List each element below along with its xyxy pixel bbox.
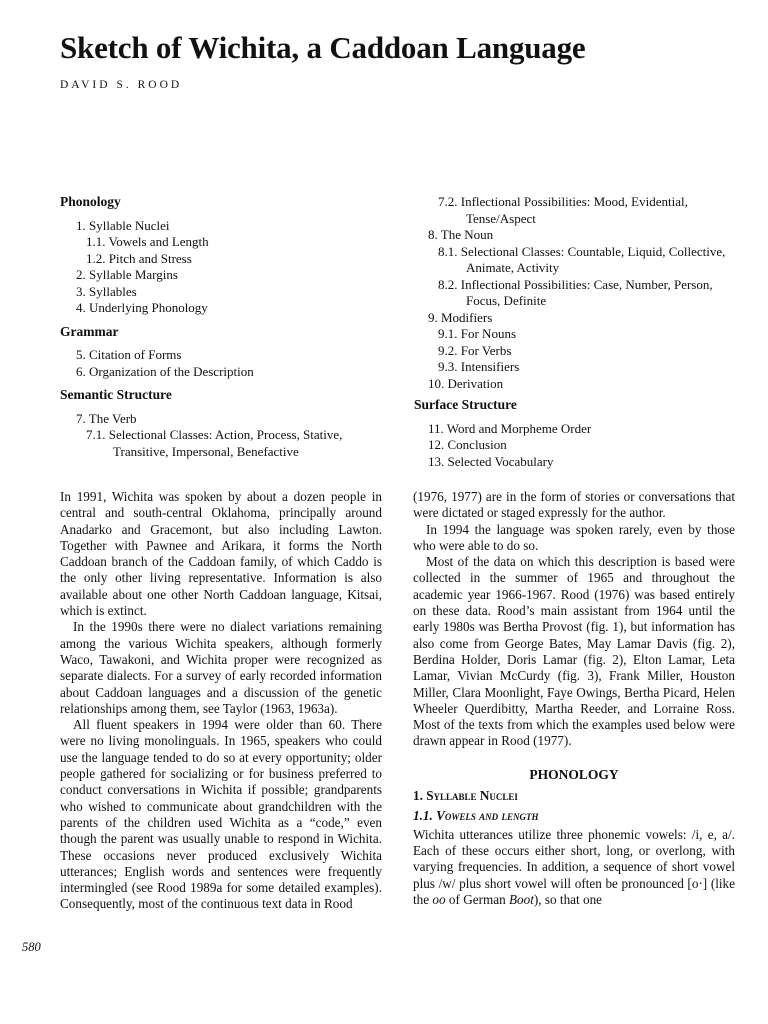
- paragraph: In 1994 the language was spoken rarely, even by those who were able to do so.: [413, 521, 735, 553]
- paragraph: [413, 827, 735, 908]
- subsubsection-heading: [413, 808, 735, 824]
- toc-item: 7. The Verb: [76, 410, 137, 426]
- subsection-number: 1.: [413, 788, 423, 804]
- toc-item: 2. Syllable Margins: [76, 267, 178, 282]
- section-heading-phonology: PHONOLOGY: [529, 766, 619, 782]
- author-name: DAVID S. ROOD: [60, 79, 183, 91]
- body-left-column: [60, 489, 382, 913]
- toc-item: 9.1. For Nouns: [438, 326, 517, 341]
- toc-item: 7.1. Selectional Classes: Action, Process, Stative, Transitive, Impersonal, Benefactive: [86, 427, 343, 459]
- toc-heading-semantic: Semantic Structure: [60, 387, 172, 402]
- toc-item: 4. Underlying Phonology: [76, 300, 208, 315]
- text-run: ), so that one: [533, 891, 603, 907]
- toc-item: 1.2. Pitch and Stress: [86, 250, 192, 266]
- toc-item: 1.1. Vowels and Length: [86, 234, 209, 249]
- toc-phonology: [60, 194, 390, 317]
- toc-semantic: [60, 387, 390, 460]
- article-title: Sketch of Wichita, a Caddoan Language: [60, 30, 586, 65]
- toc-item: 3. Syllables: [76, 283, 137, 299]
- toc-right-column: [414, 194, 744, 477]
- paragraph: Most of the data on which this description is based were collected in the summer of 1965 and throughout the academic year 1966-1967. Rood (1976) was based entirely on these data. Rood’s main assistant from 1964 until the early 1980s was Bertha Provost (fig. 1), but information has also come from George Bates, May Lamar Davis (fig. 2), Berdina Holder, Doris Lamar (fig. 2), Elton Lamar, Leta Lamar, Vivian McCurdy (fig. 3), Frank Miller, Houston Miller, Clara Moonlight, Faye Owings, Bertha Picard, Helen Wheeler Querdibitty, Martha Reeder, and Lorraine Ross. Most of the texts from which the examples used below were drawn appear in Rood (1977).: [413, 554, 735, 749]
- toc-item: 1. Syllable Nuclei: [76, 217, 170, 233]
- subsubsection-number: 1.1.: [413, 808, 433, 824]
- toc-item: 12. Conclusion: [428, 437, 507, 452]
- subsubsection-title: Vowels and length: [436, 808, 539, 824]
- toc-heading-grammar: Grammar: [60, 323, 119, 339]
- subsection-title: Syllable Nuclei: [426, 788, 518, 804]
- toc-heading-surface: Surface Structure: [414, 397, 517, 412]
- paragraph: (1976, 1977) are in the form of stories or conversations that were dictated or staged expressly for the author.: [413, 489, 735, 521]
- page-number: 580: [22, 940, 41, 954]
- paragraph: In 1991, Wichita was spoken by about a dozen people in central and south-central Oklahoma, principally around Anadarko and Gracemont, but also including Lawton. Together with Pawnee and Arikara, it forms the North Caddoan branch of the Caddoan family, of which Caddo is the only other living representative. Information is also available about one other North Caddoan language, Kitsai, which is extinct.: [60, 489, 382, 619]
- toc-item: 8.2. Inflectional Possibilities: Case, Number, Person, Focus, Definite: [438, 276, 713, 308]
- toc-item: 6. Organization of the Description: [76, 363, 254, 379]
- text-run: of German: [445, 891, 509, 907]
- paragraph: In the 1990s there were no dialect variations remaining among the various Wichita speakers, although formerly Waco, Tawakoni, and Wichita proper were recognized as separate dialects. For a survey of early recorded information about Caddoan languages and a discussion of the genetic relationships among them, see Taylor (1963, 1963a).: [60, 619, 382, 716]
- text-run: Wichita utterances utilize three phonemic vowels: /i, e, a/. Each of these occurs either short, long, or overlong, with varying frequencies. In addition, a sequence of short vowel plus /w/ plus short vowel will often be pronounced [o·] (like the: [413, 826, 735, 907]
- italic-run: oo: [432, 891, 446, 907]
- subsection-heading: [413, 788, 735, 804]
- toc-item: 7.2. Inflectional Possibilities: Mood, Evidential, Tense/Aspect: [438, 194, 688, 226]
- paragraph: All fluent speakers in 1994 were older than 60. There were no living monolinguals. In 1965, speakers who could use the language tended to do so at every opportunity; older people gathered for socializing or for business preferred to conduct conversations in Wichita if possible; grandparents who wished to communicate about grandchildren with the parents of the children used Wichita as a “code,” even though the parent was usually unable to respond in Wichita. These occasions never produced exclusively Wichita utterances; English words and sentences were frequently intermingled (see Rood 1989a for some detailed examples). Consequently, most of the continuous text data in Rood: [60, 717, 382, 912]
- toc-item: 13. Selected Vocabulary: [428, 453, 554, 469]
- toc-item: 5. Citation of Forms: [76, 347, 182, 362]
- toc-item: 9.3. Intensifiers: [438, 359, 520, 374]
- toc-item: 11. Word and Morpheme Order: [428, 420, 592, 436]
- toc-item: 8. The Noun: [428, 227, 494, 242]
- toc-item: 10. Derivation: [428, 375, 504, 391]
- toc-item: 9. Modifiers: [428, 309, 493, 325]
- toc-item: 9.2. For Verbs: [438, 342, 512, 358]
- toc-left-column: [60, 194, 390, 467]
- toc-item: 8.1. Selectional Classes: Countable, Liquid, Collective, Animate, Activity: [438, 243, 726, 275]
- toc-surface: [414, 397, 744, 470]
- italic-run: Boot: [508, 891, 534, 907]
- toc-grammar: [60, 324, 390, 381]
- body-right-column: [413, 489, 735, 908]
- toc-heading-phonology: Phonology: [60, 194, 121, 209]
